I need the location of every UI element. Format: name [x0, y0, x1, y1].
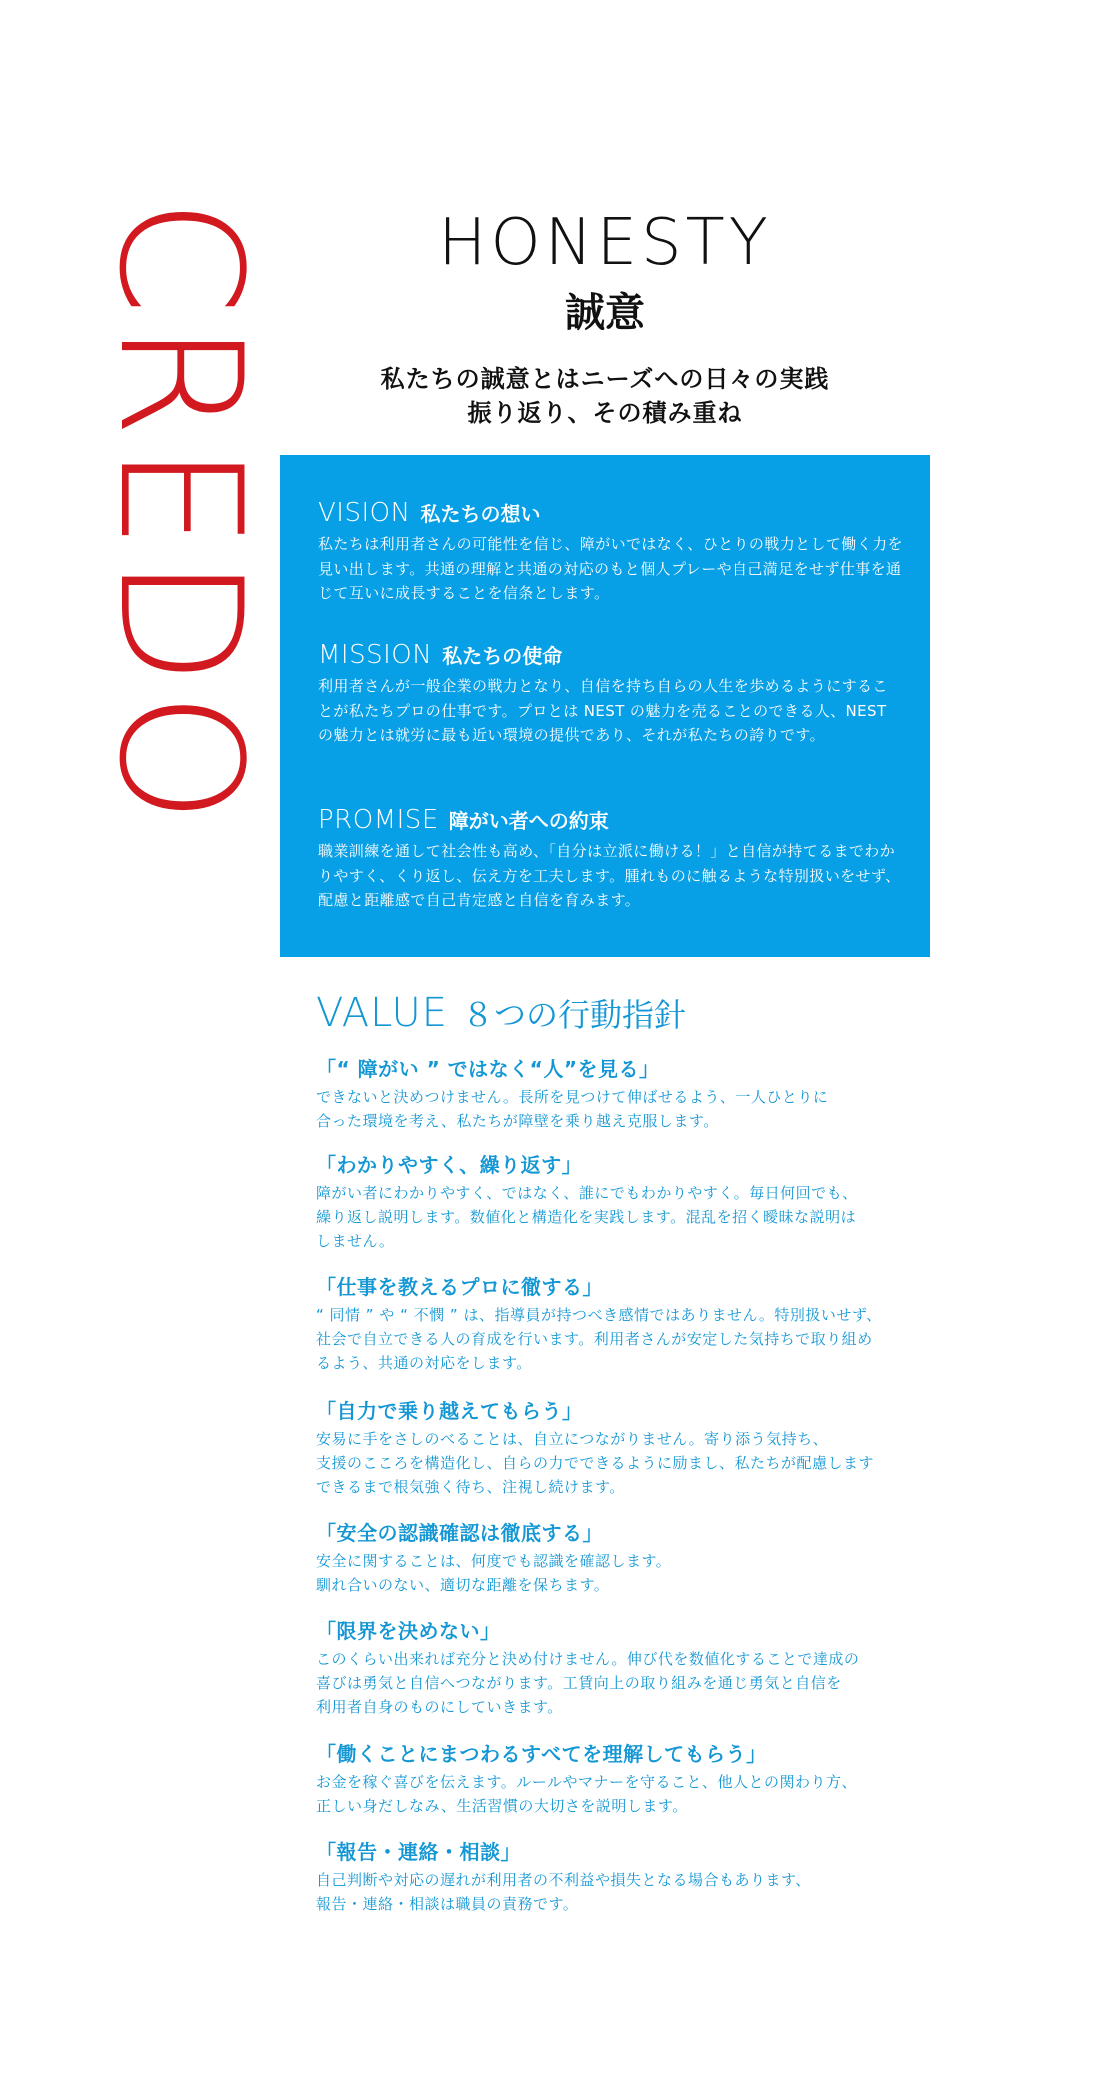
- mission-label-en: MISSION: [318, 640, 433, 670]
- value-item-body: “ 同情 ” や “ 不憫 ” は、指導員が持つべき感情ではありません。特別扱いせず、 社会で自立できる人の育成を行います。利用者さんが安定した気持ちで取り組め るよう、共通の対応をします。: [316, 1306, 882, 1372]
- mission-heading: [318, 640, 903, 670]
- mission-section: [318, 640, 903, 748]
- value-item: [316, 1838, 926, 1916]
- mission-body: 利用者さんが一般企業の戦力となり、自信を持ち自らの人生を歩めるようにすることが私たちプロの仕事です。プロとは NEST の魅力を売ることのできる人、NEST の魅力とは就労に最も近い環境の提供であり、それが私たちの誇りです。: [318, 677, 888, 744]
- value-item-title: 「安全の認識確認は徹底する」: [316, 1521, 603, 1545]
- promise-label-jp: 障がい者への約束: [448, 809, 609, 833]
- honesty-title-en: HONESTY: [438, 206, 772, 280]
- value-item: [316, 1617, 926, 1719]
- value-item: [316, 1397, 926, 1499]
- honesty-title-jp: 誠意: [565, 290, 645, 336]
- value-item-title: 「自力で乗り越えてもらう」: [316, 1399, 583, 1423]
- promise-heading: [318, 805, 903, 835]
- value-item-body: できないと決めつけません。長所を見つけて伸ばせるよう、一人ひとりに 合った環境を考え、私たちが障壁を乗り越え克服します。: [316, 1088, 829, 1130]
- value-item-title: 「仕事を教えるプロに徹する」: [316, 1275, 603, 1299]
- value-item-body: 自己判断や対応の遅れが利用者の不利益や損失となる場合もあります、 報告・連絡・相談は職員の責務です。: [316, 1871, 811, 1913]
- promise-label-en: PROMISE: [318, 805, 439, 835]
- vision-heading: [318, 498, 903, 528]
- value-item: [316, 1151, 926, 1253]
- vision-section: [318, 498, 903, 606]
- value-item-body: 安易に手をさしのべることは、自立につながりません。寄り添う気持ち、 支援のこころを構造化し、自らの力でできるように励まし、私たちが配慮します できるまで根気強く待ち、注視し続けます。: [316, 1430, 875, 1496]
- vision-mission-promise-panel: [280, 455, 930, 957]
- value-item-title: 「わかりやすく、繰り返す」: [316, 1153, 583, 1177]
- value-item: [316, 1519, 926, 1597]
- credo-vertical-title: [82, 198, 278, 830]
- vision-label-en: VISION: [318, 498, 411, 528]
- value-item-title: 「働くことにまつわるすべてを理解してもらう」: [316, 1742, 767, 1766]
- value-item-body: 安全に関することは、何度でも認識を確認します。 馴れ合いのない、適切な距離を保ちます。: [316, 1552, 672, 1594]
- value-item: [316, 1273, 926, 1375]
- promise-body: 職業訓練を通して社会性も高め、「自分は立派に働ける！」と自信が持てるまでわかりやすく、くり返し、伝え方を工夫します。腫れものに触るような特別扱いをせず、配慮と距離感で自己肯定感と自信を育みます。: [318, 842, 901, 909]
- value-label-jp: ８つの行動指針: [462, 996, 687, 1034]
- value-item-title: 「報告・連絡・相談」: [316, 1840, 521, 1864]
- value-item: [316, 1055, 926, 1133]
- honesty-lead-line-2: 振り返り、その積み重ね: [467, 399, 743, 427]
- value-heading: [316, 990, 686, 1036]
- credo-text: CREDO: [82, 198, 278, 830]
- mission-label-jp: 私たちの使命: [442, 644, 563, 668]
- value-item-body: お金を稼ぐ喜びを伝えます。ルールやマナーを守ること、他人との関わり方、 正しい身だしなみ、生活習慣の大切さを説明します。: [316, 1773, 858, 1815]
- value-item-body: 障がい者にわかりやすく、ではなく、誰にでもわかりやすく。毎日何回でも、 繰り返し説明します。数値化と構造化を実践します。混乱を招く曖昧な説明は しません。: [316, 1184, 858, 1250]
- value-item-title: 「“ 障がい ” ではなく“人”を見る」: [316, 1057, 660, 1081]
- value-item-body: このくらい出来れば充分と決め付けません。伸び代を数値化することで達成の 喜びは勇気と自信へつながります。工賃向上の取り組みを通じ勇気と自信を 利用者自身のものにしていきます。: [316, 1650, 860, 1716]
- value-item: [316, 1740, 926, 1818]
- value-label-en: VALUE: [316, 990, 449, 1036]
- vision-body: 私たちは利用者さんの可能性を信じ、障がいではなく、ひとりの戦力として働く力を見い出します。共通の理解と共通の対応のもと個人プレーや自己満足をせず仕事を通じて互いに成長することを信条とします。: [318, 535, 903, 602]
- honesty-lead-line-1: 私たちの誠意とはニーズへの日々の実践: [380, 365, 830, 393]
- value-item-title: 「限界を決めない」: [316, 1619, 501, 1643]
- promise-section: [318, 805, 903, 913]
- vision-label-jp: 私たちの想い: [420, 502, 541, 526]
